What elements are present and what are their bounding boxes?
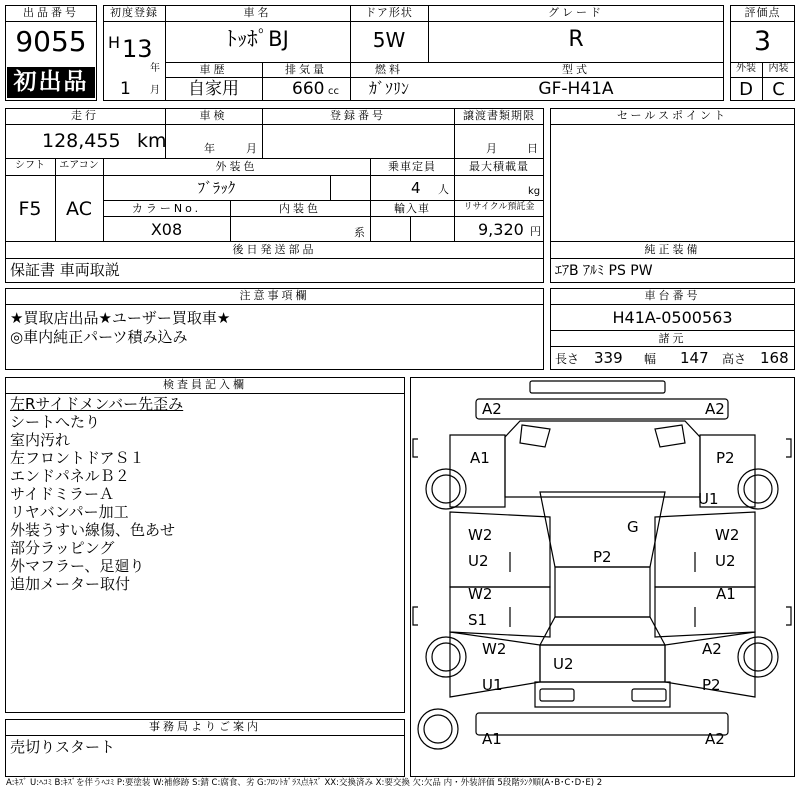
color-value: ﾌﾞﾗｯｸ <box>197 179 236 197</box>
length-value: 339 <box>594 349 623 367</box>
aircon-label: エアコン <box>59 160 99 171</box>
specs-label: 諸元 <box>658 332 687 345</box>
a1-front-left: A1 <box>470 449 490 467</box>
a1-bottom-left: A1 <box>482 730 502 748</box>
fuel-label: 燃料 <box>375 63 403 76</box>
chassis-label: 車台番号 <box>644 289 701 302</box>
height-value: 168 <box>760 349 789 367</box>
car-name-label: 車名 <box>243 6 272 19</box>
notes-line-1: ★買取店出品★ユーザー買取車★ <box>10 309 231 327</box>
history-value: 自家用 <box>188 79 239 99</box>
u2-right-front-door: U2 <box>715 552 736 570</box>
inspector-line-4: 左フロントドアＳ１ <box>10 449 145 467</box>
exterior-label: 外装 <box>736 63 756 74</box>
max-load-label: 最大積載量 <box>469 160 529 173</box>
sales-point-label: セールスポイント <box>616 109 728 122</box>
grade-value: R <box>568 27 584 52</box>
mileage-value: 128,455 <box>42 130 121 152</box>
office-text: 売切りスタート <box>10 738 116 756</box>
grade-label: グレード <box>548 6 604 19</box>
u1-right-fender: U1 <box>698 490 719 508</box>
displacement-unit: cc <box>328 86 339 97</box>
inspector-line-11: 追加メーター取付 <box>10 575 131 593</box>
color-no-label: カラーNo. <box>131 202 202 215</box>
notes-line-2: ◎車内純正パーツ積み込み <box>10 328 188 346</box>
transfer-label: 譲渡書類期限 <box>463 109 535 122</box>
door-label: ドア形状 <box>365 6 413 19</box>
fuel-value: ｶﾞｿﾘﾝ <box>368 79 409 98</box>
interior-label: 内装 <box>768 63 789 74</box>
recycle-unit: 円 <box>530 225 541 238</box>
shift-value: F5 <box>18 198 42 220</box>
g-windshield: G <box>627 518 639 536</box>
sales-point-box <box>550 108 795 283</box>
recycle-label: リサイクル預託金 <box>463 202 535 212</box>
color-label: 外装色 <box>215 160 258 173</box>
capacity-label: 乗車定員 <box>388 160 436 173</box>
p2-right-rear: P2 <box>702 676 721 694</box>
width-value: 147 <box>680 349 709 367</box>
a1-right-rear-door: A1 <box>716 585 736 603</box>
inspector-line-2: シートへたり <box>10 413 101 431</box>
p2-front-right: P2 <box>716 449 735 467</box>
u1-left-rear: U1 <box>482 676 503 694</box>
reg-number-label: 登録番号 <box>330 109 386 122</box>
later-parts-label: 後日発送部品 <box>232 243 317 256</box>
car-diagram <box>410 377 795 777</box>
height-label: 高さ <box>722 352 747 366</box>
inspector-line-3: 室内汚れ <box>10 431 71 449</box>
door-value: 5W <box>372 28 406 52</box>
inspector-line-7: リヤバンパー加工 <box>10 503 129 521</box>
notes-label: 注意事項欄 <box>239 289 310 302</box>
s1-left-rear-door: S1 <box>468 611 488 629</box>
exterior-grade: D <box>739 79 753 100</box>
later-parts-value: 保証書 車両取説 <box>10 261 120 279</box>
interior-grade: C <box>772 79 785 100</box>
w2-left-quarter: W2 <box>482 640 507 658</box>
displacement-label: 排気量 <box>285 63 327 76</box>
w2-left-front-door: W2 <box>468 526 493 544</box>
first-reg-label: 初度登録 <box>110 6 158 19</box>
a2-top-left: A2 <box>482 400 502 418</box>
office-label: 事務局よりご案内 <box>149 720 261 733</box>
capacity-unit: 人 <box>438 183 449 196</box>
width-label: 幅 <box>644 352 657 366</box>
displacement-value: 660 <box>292 79 325 99</box>
shift-label: シフト <box>15 160 45 171</box>
inspection-year-unit: 年 <box>204 142 215 155</box>
capacity-value: 4 <box>411 179 421 197</box>
history-label: 車歴 <box>199 63 228 76</box>
first-reg-month: 1 <box>120 79 131 99</box>
lot-number: 9055 <box>15 25 87 58</box>
mileage-label: 走行 <box>71 109 99 122</box>
inspector-line-10: 外マフラー、足廻り <box>10 557 145 575</box>
color-no-value: X08 <box>150 220 183 239</box>
u2-rear-hatch: U2 <box>553 655 574 673</box>
first-reg-era: H <box>108 33 121 52</box>
u2-left-front-door: U2 <box>468 552 489 570</box>
score-label: 評価点 <box>744 6 781 19</box>
lot-number-label: 出品番号 <box>23 6 79 19</box>
a2-right-quarter: A2 <box>702 640 722 658</box>
mileage-unit: km <box>137 130 167 152</box>
inspector-line-5: エンドパネルＢ２ <box>10 467 130 485</box>
length-label: 長さ <box>555 352 580 366</box>
inspector-line-1: 左Rサイドメンバー先歪み <box>10 395 184 413</box>
first-reg-year: 13 <box>122 35 153 63</box>
aircon-value: AC <box>66 198 92 220</box>
inspector-label: 検査員記入欄 <box>163 378 247 391</box>
recycle-value: 9,320 <box>478 220 524 239</box>
model-code-label: 型式 <box>562 63 590 76</box>
inspection-label: 車検 <box>199 109 228 122</box>
score-value: 3 <box>753 26 772 57</box>
inspector-line-6: サイドミラーＡ <box>10 485 114 503</box>
genuine-equipment-value: ｴｱB ｱﾙﾐ PS PW <box>555 263 653 279</box>
interior-color-unit: 系 <box>354 226 365 239</box>
a2-bottom-right: A2 <box>705 730 725 748</box>
genuine-equipment-label: 純正装備 <box>644 243 701 256</box>
model-code-value: GF-H41A <box>538 79 614 99</box>
first-listing-badge-text: 初出品 <box>13 69 89 95</box>
inspector-line-9: 部分ラッピング <box>10 539 115 557</box>
car-name: ﾄｯﾎﾟBJ <box>226 27 289 51</box>
transfer-day-unit: 日 <box>527 142 538 155</box>
w2-left-rear-door: W2 <box>468 585 493 603</box>
chassis-number: H41A-0500563 <box>612 308 733 327</box>
inspector-line-8: 外装うすい線傷、色あせ <box>10 521 176 539</box>
import-label: 輸入車 <box>394 202 430 215</box>
transfer-month-unit: 月 <box>486 142 497 155</box>
interior-color-label: 内装色 <box>279 202 321 215</box>
first-reg-year-unit: 年 <box>150 63 160 74</box>
p2-roof: P2 <box>593 548 612 566</box>
legend-text: A:ｷｽﾞ U:ﾍｺﾐ B:ｷｽﾞを伴うﾍｺﾐ P:要塗装 W:補修跡 S:錆 C:腐食、劣 G:ﾌﾛﾝﾄｶﾞﾗｽ点ｷｽﾞ XX:交換済み X:要交換 欠:欠品 内・外装評価 5段階ﾗﾝｸ順(A･B･C･D･E) 2 <box>6 778 603 788</box>
a2-top-right: A2 <box>705 400 725 418</box>
w2-right-front-door: W2 <box>715 526 740 544</box>
first-reg-month-unit: 月 <box>150 85 160 96</box>
max-load-unit: kg <box>528 186 541 197</box>
inspection-month-unit: 月 <box>246 142 257 155</box>
